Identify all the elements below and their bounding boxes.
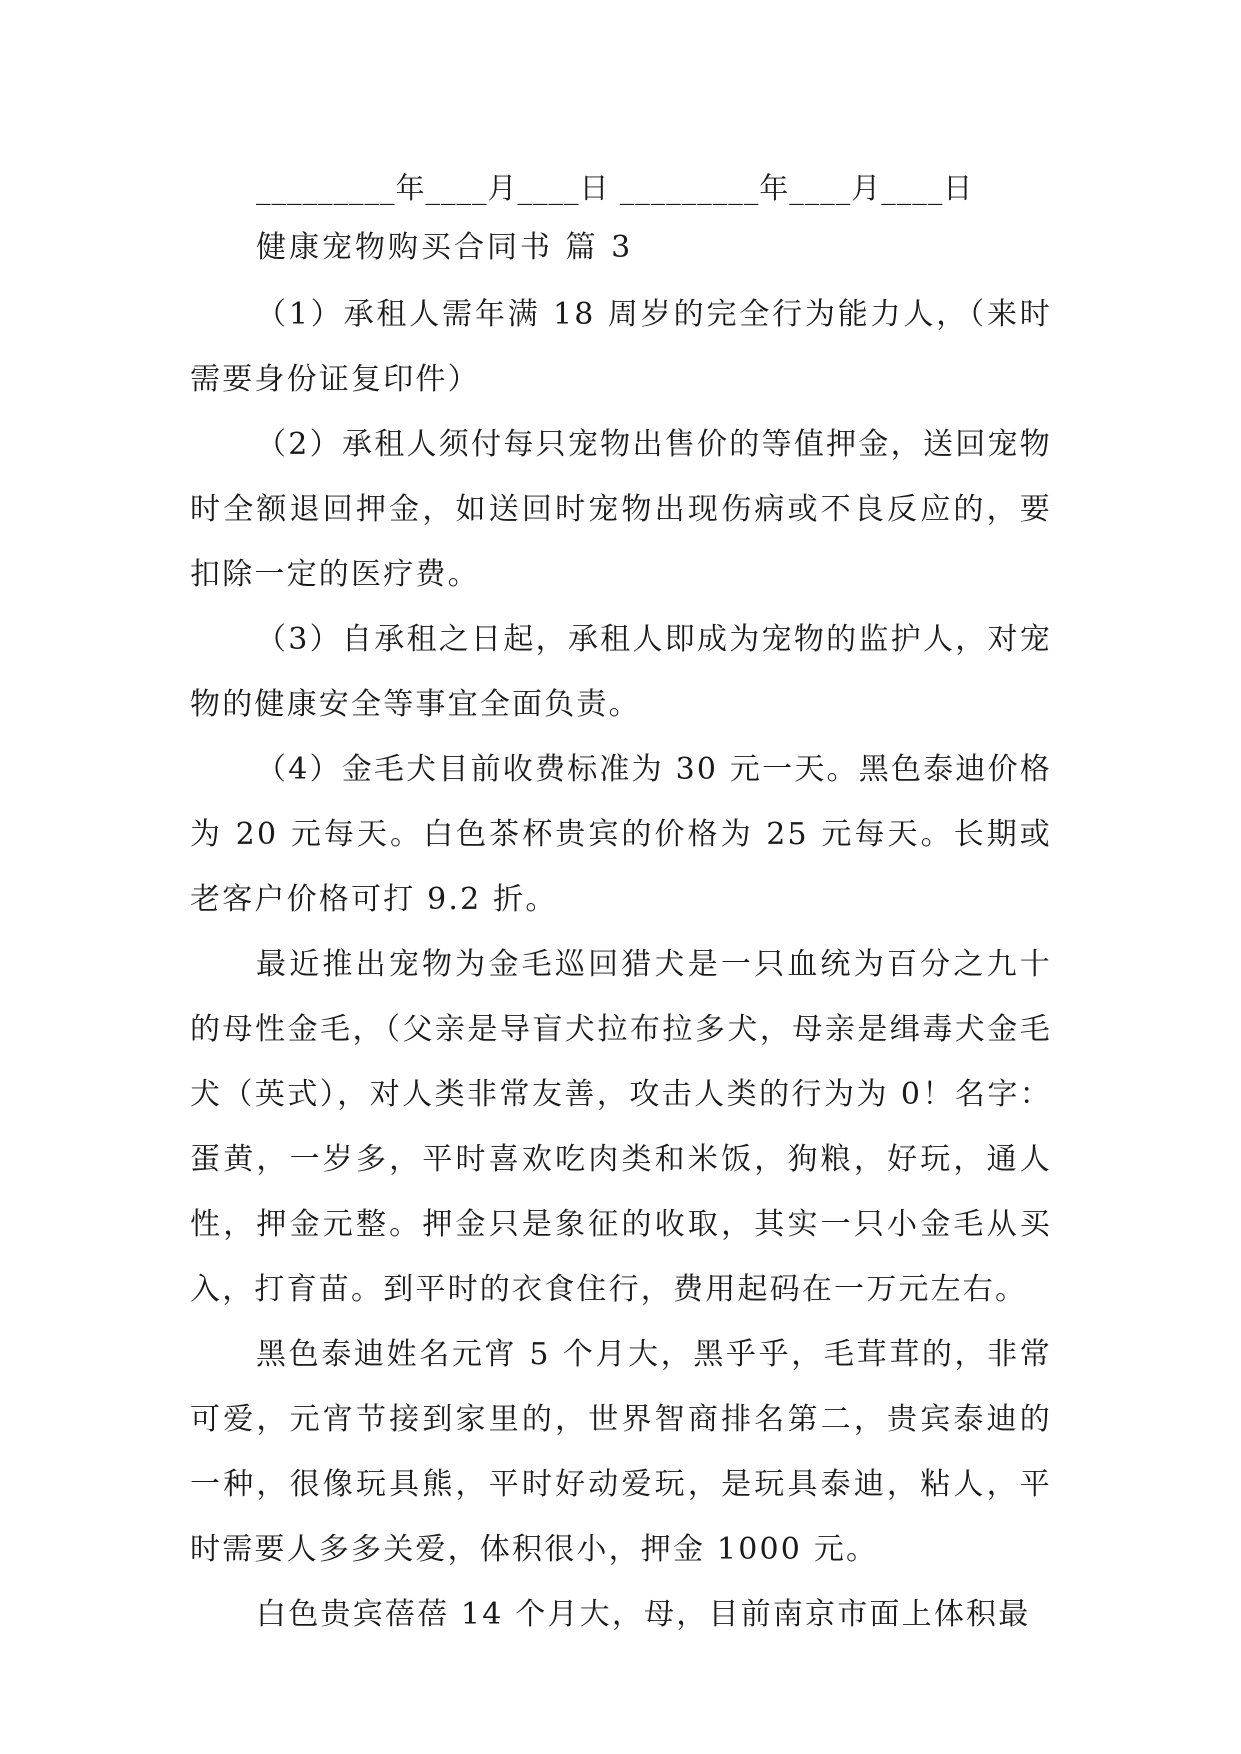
paragraph-4: （4）金毛犬目前收费标准为 30 元一天。黑色泰迪价格为 20 元每天。白色茶杯贵宾的价格为 25 元每天。长期或老客户价格可打 9.2 折。 (190, 752, 1052, 917)
paragraph-5: 最近推出宠物为金毛巡回猎犬是一只血统为百分之九十的母性金毛，（父亲是导盲犬拉布拉多犬，母亲是缉毒犬金毛犬（英式），对人类非常友善，攻击人类的行为为 0！名字：蛋黄，一岁多，平时喜欢吃肉类和米饭，狗粮，好玩，通人性，押金元整。押金只是象征的收取，其实一只小金毛从买入，打育苗。到平时的衣食住行，费用起码在一万元左右。 (190, 947, 1052, 1307)
paragraph-3: （3）自承租之日起，承租人即成为宠物的监护人，对宠物的健康安全等事宜全面负责。 (190, 622, 1052, 722)
document-title: 健康宠物购买合同书 篇 3 (256, 230, 634, 265)
party-a-date: _________年____月____日 (256, 171, 610, 205)
paragraph-6: 黑色泰迪姓名元宵 5 个月大，黑乎乎，毛茸茸的，非常可爱，元宵节接到家里的，世界智商排名第二，贵宾泰迪的一种，很像玩具熊，平时好动爱玩，是玩具泰迪，粘人，平时需要人多多关爱，体积很小，押金 1000 元。 (190, 1337, 1052, 1567)
paragraph-2: （2）承租人须付每只宠物出售价的等值押金，送回宠物时全额退回押金，如送回时宠物出现伤病或不良反应的，要扣除一定的医疗费。 (190, 427, 1052, 592)
party-b-date: _________年____月____日 (619, 171, 974, 205)
paragraph-1: （1）承租人需年满 18 周岁的完全行为能力人，（来时需要身份证复印件） (190, 297, 1052, 397)
signature-date-line (256, 166, 1056, 210)
paragraph-7: 白色贵宾蓓蓓 14 个月大，母，目前南京市面上体积最 (256, 1597, 1031, 1632)
document-body (190, 282, 1052, 1647)
